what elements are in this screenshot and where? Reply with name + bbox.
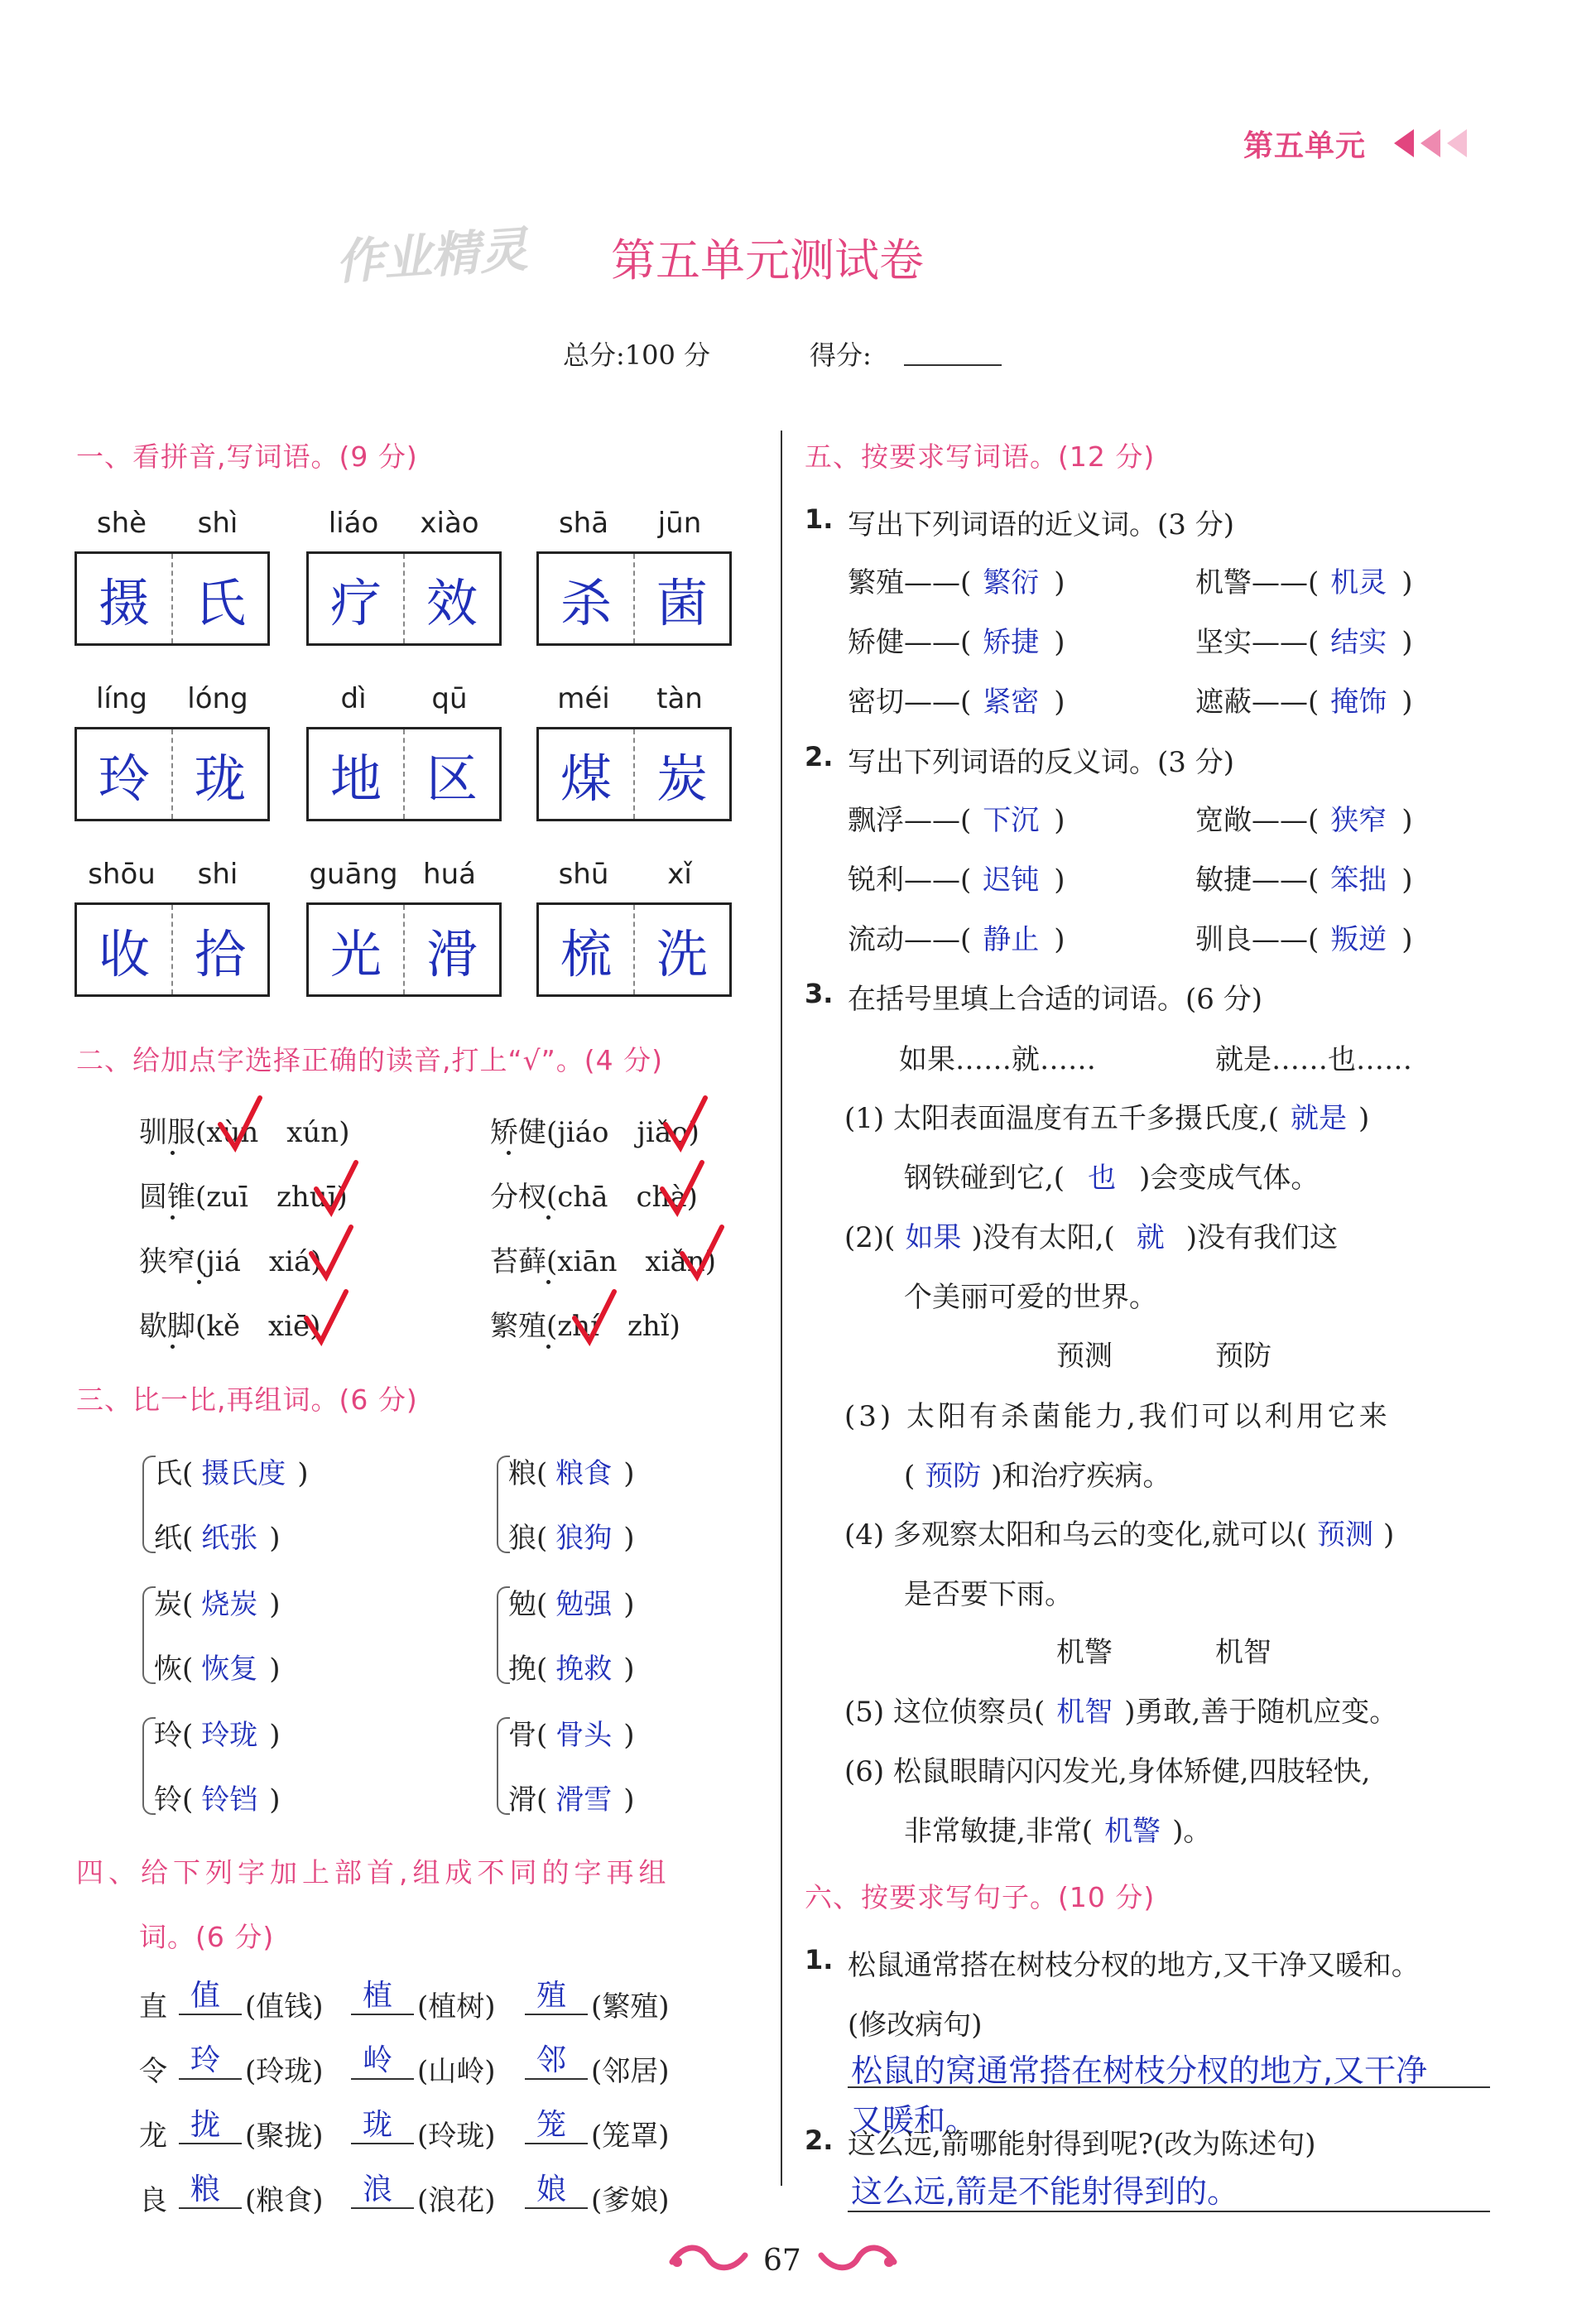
- q3-prompt: 在括号里填上合适的词语。(6 分): [848, 983, 1262, 1016]
- word: 飘浮——(: [848, 804, 972, 837]
- emphasis-dot: [171, 1151, 175, 1155]
- check-mark-icon: [313, 1159, 359, 1217]
- q-number: 2.: [805, 2125, 834, 2156]
- answer[interactable]: 烧炭: [201, 1588, 258, 1621]
- answer[interactable]: 就是: [1291, 1102, 1348, 1135]
- q-number: 3.: [805, 978, 834, 1009]
- char-box[interactable]: [536, 551, 732, 646]
- pinyin-label: xǐ: [667, 858, 692, 891]
- sentence: 是否要下雨。: [904, 1578, 1073, 1611]
- char-cell: 梳: [560, 923, 612, 984]
- emphasis-dot: [546, 1215, 550, 1220]
- bracket: ): [1401, 804, 1413, 837]
- answer[interactable]: 机智: [1056, 1696, 1113, 1729]
- bracket: ): [1054, 686, 1065, 719]
- word: (笼罩): [591, 2120, 670, 2153]
- answer[interactable]: 下沉: [983, 804, 1040, 837]
- page-number: 67: [763, 2244, 801, 2278]
- pinyin-label: jūn: [657, 507, 702, 540]
- reading-item[interactable]: 狭窄(jiá xiá): [139, 1245, 322, 1278]
- answer[interactable]: 松鼠的窝通常搭在树枝分杈的地方,又干净: [851, 2052, 1428, 2089]
- char-cell: 氏: [171, 554, 267, 643]
- q1-prompt: 写出下列词语的近义词。(3 分): [848, 508, 1234, 541]
- char-cell: 区: [403, 729, 499, 819]
- bracket: ): [1401, 686, 1413, 719]
- answer-line: [179, 2143, 242, 2144]
- pinyin-label: lóng: [187, 682, 248, 715]
- q-number: 1.: [805, 1944, 834, 1975]
- word-option: 预测: [1056, 1340, 1113, 1373]
- answer[interactable]: 植: [363, 1979, 393, 2013]
- word: (植树): [417, 1990, 496, 2023]
- compare-row[interactable]: [154, 1581, 281, 1622]
- reading-item[interactable]: 苔藓(xiān xiǎn): [490, 1245, 716, 1278]
- char-box[interactable]: [536, 902, 732, 997]
- compare-row[interactable]: [154, 1712, 281, 1753]
- check-mark-icon: [679, 1224, 725, 1282]
- bracket: ): [623, 1522, 635, 1555]
- emphasis-dot: [171, 1215, 175, 1220]
- word: (山岭): [417, 2055, 496, 2088]
- bracket: ): [1358, 1102, 1370, 1135]
- answer-line: [525, 2078, 588, 2080]
- answer[interactable]: 这么远,箭是不能射得到的。: [851, 2173, 1239, 2210]
- watermark-logo: 作业精灵: [334, 220, 530, 291]
- answer[interactable]: 机灵: [1330, 566, 1387, 599]
- char-label: 滑(: [508, 1783, 548, 1817]
- word: 矫健——(: [848, 626, 972, 659]
- char-label: 铃(: [154, 1783, 194, 1817]
- word: 锐利——(: [848, 864, 972, 897]
- reading-item[interactable]: 驯服(xùn xún): [139, 1116, 350, 1149]
- reading-item[interactable]: 矫健(jiáo jiǎo): [490, 1116, 699, 1149]
- base-char: 直: [139, 1990, 167, 2023]
- pinyin-label: shi: [197, 858, 238, 891]
- sentence: )勇敢,善于随机应变。: [1124, 1696, 1398, 1729]
- answer[interactable]: 岭: [363, 2043, 393, 2077]
- q2-prompt: 写出下列词语的反义词。(3 分): [848, 746, 1234, 779]
- section-3-title: 三、比一比,再组词。(6 分): [76, 1383, 418, 1416]
- emphasis-dot: [171, 1345, 175, 1349]
- answer[interactable]: 结实: [1330, 626, 1387, 659]
- bracket: ): [623, 1457, 635, 1490]
- word: (玲珑): [245, 2055, 324, 2088]
- bracket: ): [1383, 1518, 1395, 1552]
- answer-line: [351, 2207, 414, 2209]
- compare-row[interactable]: [508, 1515, 635, 1556]
- unit-label: 第五单元: [1243, 129, 1367, 163]
- pinyin-label: shè: [96, 507, 147, 540]
- pinyin-label: qū: [431, 682, 468, 715]
- word-pair[interactable]: [848, 797, 1065, 838]
- reading-item[interactable]: 圆锥(zuī zhuī): [139, 1181, 348, 1214]
- word: 敏捷——(: [1195, 864, 1320, 897]
- char-box[interactable]: [75, 551, 270, 646]
- char-label: 玲(: [154, 1719, 194, 1752]
- reading-item[interactable]: 分杈(chā chà): [490, 1181, 698, 1214]
- reading-item[interactable]: 歇脚(kě xiē): [139, 1310, 321, 1343]
- reading-item[interactable]: 繁殖(zhí zhǐ): [490, 1310, 680, 1343]
- word: (值钱): [245, 1990, 324, 2023]
- base-char: 龙: [139, 2120, 167, 2153]
- word: 机警——(: [1195, 566, 1320, 599]
- word-option: 机警: [1056, 1636, 1113, 1669]
- answer[interactable]: 预测: [1317, 1518, 1374, 1552]
- answer[interactable]: 也: [1088, 1162, 1117, 1195]
- answer-line: [179, 2078, 242, 2080]
- page-title: 第五单元测试卷: [611, 234, 924, 286]
- answer[interactable]: 邻: [536, 2043, 567, 2077]
- char-label: 恢(: [154, 1653, 194, 1686]
- compare-row[interactable]: [508, 1581, 635, 1622]
- left-swirl-icon: [667, 2240, 750, 2277]
- word-pair[interactable]: [848, 619, 1065, 660]
- compare-row[interactable]: [154, 1777, 281, 1817]
- compare-row[interactable]: [508, 1646, 635, 1687]
- word-pair[interactable]: [848, 679, 1065, 719]
- answer[interactable]: 狭窄: [1330, 804, 1387, 837]
- compare-row[interactable]: [154, 1646, 281, 1687]
- sentence: (5) 这位侦察员(: [844, 1696, 1046, 1729]
- char-cell: 地: [329, 748, 382, 809]
- word-pair[interactable]: [1195, 917, 1413, 957]
- bracket: ): [1401, 566, 1413, 599]
- sentence: )和治疗疾病。: [991, 1460, 1171, 1493]
- compare-row[interactable]: [508, 1451, 635, 1491]
- word-pair[interactable]: [848, 857, 1065, 897]
- char-cell: 疗: [329, 572, 382, 633]
- char-label: 氏(: [154, 1457, 194, 1490]
- check-mark-icon: [303, 1288, 349, 1346]
- answer[interactable]: 摄氏度: [201, 1457, 286, 1490]
- answer[interactable]: 笼: [536, 2108, 567, 2142]
- answer-line: [351, 2014, 414, 2015]
- bracket: (: [904, 1460, 916, 1493]
- char-cell: 滑: [403, 905, 499, 994]
- pinyin-label: guāng: [309, 858, 398, 891]
- answer-line: [179, 2207, 242, 2209]
- answer-line: [351, 2143, 414, 2144]
- word-option: 预防: [1215, 1340, 1272, 1373]
- word: 坚实——(: [1195, 626, 1320, 659]
- triangle-arrows-icon: [1391, 124, 1482, 162]
- char-label: 狼(: [508, 1522, 548, 1555]
- answer[interactable]: 粮: [190, 2173, 221, 2206]
- char-cell: 光: [329, 923, 382, 984]
- word: 密切——(: [848, 686, 972, 719]
- emphasis-dot: [197, 1280, 201, 1284]
- bracket: ): [297, 1457, 309, 1490]
- word: (繁殖): [591, 1990, 670, 2023]
- word: 宽敞——(: [1195, 804, 1320, 837]
- q-number: 1.: [805, 503, 834, 535]
- check-mark-icon: [217, 1095, 263, 1152]
- char-box[interactable]: [306, 727, 502, 821]
- section-5-title: 五、按要求写词语。(12 分): [805, 440, 1156, 473]
- score-blank[interactable]: [904, 364, 1002, 366]
- bracket: ): [1401, 864, 1413, 897]
- answer[interactable]: 粮食: [555, 1457, 613, 1490]
- answer[interactable]: 值: [190, 1979, 221, 2013]
- base-char: 良: [139, 2184, 167, 2217]
- char-cell: 菌: [633, 554, 729, 643]
- emphasis-dot: [546, 1345, 550, 1349]
- word: (粮食): [245, 2184, 324, 2217]
- sentence: 松鼠通常搭在树枝分杈的地方,又干净又暖和。: [848, 1949, 1420, 1982]
- pinyin-label: shōu: [88, 858, 156, 891]
- section-1-title: 一、看拼音,写词语。(9 分): [76, 440, 418, 473]
- check-mark-icon: [662, 1095, 709, 1152]
- char-cell: 摄: [98, 572, 150, 633]
- sentence: (3) 太阳有杀菌能力,我们可以利用它来: [844, 1400, 1391, 1433]
- answer[interactable]: 就: [1136, 1221, 1165, 1254]
- score-label: 得分:: [810, 339, 872, 371]
- check-mark-icon: [571, 1288, 618, 1346]
- answer[interactable]: 迟钝: [983, 864, 1040, 897]
- char-box[interactable]: [536, 727, 732, 821]
- check-mark-icon: [308, 1224, 354, 1282]
- answer[interactable]: 勉强: [555, 1588, 613, 1621]
- answer[interactable]: 如果: [905, 1221, 962, 1254]
- sentence: 这么远,箭哪能射得到呢?(改为陈述句): [848, 2128, 1316, 2161]
- answer[interactable]: 叛逆: [1330, 923, 1387, 956]
- answer[interactable]: 掩饰: [1330, 686, 1387, 719]
- bracket: ): [623, 1653, 635, 1686]
- word: 遮蔽——(: [1195, 686, 1320, 719]
- compare-row[interactable]: [508, 1712, 635, 1753]
- answer[interactable]: 铃铛: [201, 1783, 258, 1817]
- bracket: ): [269, 1719, 281, 1752]
- bracket: ): [1401, 626, 1413, 659]
- section-4-title-cont: 词。(6 分): [139, 1921, 275, 1953]
- pinyin-label: shā: [558, 507, 609, 540]
- char-cell: 收: [98, 923, 150, 984]
- bracket: ): [269, 1783, 281, 1817]
- answer[interactable]: 繁衍: [983, 566, 1040, 599]
- pinyin-label: shì: [197, 507, 238, 540]
- sentence: 钢铁碰到它,(: [904, 1162, 1065, 1195]
- answer[interactable]: 静止: [983, 923, 1040, 956]
- char-box[interactable]: [306, 551, 502, 646]
- section-2-title: 二、给加点字选择正确的读音,打上“√”。(4 分): [76, 1044, 663, 1076]
- answer[interactable]: 矫捷: [983, 626, 1040, 659]
- sentence: (4) 多观察太阳和乌云的变化,就可以(: [844, 1518, 1308, 1552]
- answer[interactable]: 浪: [363, 2173, 393, 2206]
- pinyin-label: liáo: [328, 507, 379, 540]
- char-cell: 杀: [560, 572, 612, 633]
- bracket: ): [623, 1783, 635, 1817]
- pinyin-label: tàn: [656, 682, 703, 715]
- char-label: 骨(: [508, 1719, 548, 1752]
- char-box[interactable]: [75, 727, 270, 821]
- pinyin-label: xiào: [420, 507, 479, 540]
- bracket: ): [1054, 804, 1065, 837]
- requirement: (修改病句): [848, 2009, 983, 2042]
- char-cell: 炭: [633, 729, 729, 819]
- answer[interactable]: 又暖和。: [851, 2102, 978, 2139]
- answer[interactable]: 纸张: [201, 1522, 258, 1555]
- word: (爹娘): [591, 2184, 670, 2217]
- emphasis-dot: [507, 1151, 511, 1155]
- char-label: 勉(: [508, 1588, 548, 1621]
- answer[interactable]: 玲珑: [201, 1719, 258, 1752]
- bracket: ): [1054, 626, 1065, 659]
- sentence: 非常敏捷,非常(: [904, 1815, 1094, 1848]
- answer[interactable]: 珑: [363, 2108, 393, 2142]
- compare-row[interactable]: [154, 1515, 281, 1556]
- pinyin-label: shū: [558, 858, 609, 891]
- word: (邻居): [591, 2055, 670, 2088]
- bracket: ): [1054, 864, 1065, 897]
- bracket: ): [269, 1653, 281, 1686]
- answer[interactable]: 拢: [190, 2108, 221, 2142]
- bracket: ): [1054, 566, 1065, 599]
- pinyin-label: huá: [423, 858, 476, 891]
- answer[interactable]: 机警: [1104, 1815, 1161, 1848]
- word: 繁殖——(: [848, 566, 972, 599]
- word-option: 如果……就……: [899, 1043, 1096, 1076]
- word: (聚拢): [245, 2120, 324, 2153]
- word-option: 就是……也……: [1215, 1043, 1412, 1076]
- pinyin-label: dì: [340, 682, 367, 715]
- bracket: ): [623, 1719, 635, 1752]
- char-cell: 珑: [171, 729, 267, 819]
- sentence: (1) 太阳表面温度有五千多摄氏度,(: [844, 1102, 1280, 1135]
- answer-line: [179, 2014, 242, 2015]
- char-box[interactable]: [306, 902, 502, 997]
- section-4-title: 四、给下列字加上部首,组成不同的字再组: [76, 1856, 671, 1889]
- char-cell: 煤: [560, 748, 612, 809]
- word: (玲珑): [417, 2120, 496, 2153]
- answer[interactable]: 狼狗: [555, 1522, 613, 1555]
- word-pair[interactable]: [1195, 857, 1413, 897]
- word-option: 机智: [1215, 1636, 1272, 1669]
- word-pair[interactable]: [1195, 560, 1413, 600]
- answer[interactable]: 紧密: [983, 686, 1040, 719]
- answer[interactable]: 玲: [190, 2043, 221, 2077]
- section-6-title: 六、按要求写句子。(10 分): [805, 1881, 1156, 1913]
- word-pair[interactable]: [1195, 797, 1413, 838]
- answer[interactable]: 殖: [536, 1979, 567, 2013]
- sentence: )没有我们这: [1185, 1221, 1339, 1254]
- answer[interactable]: 骨头: [555, 1719, 613, 1752]
- sentence: (6) 松鼠眼睛闪闪发光,身体矫健,四肢轻快,: [844, 1755, 1371, 1788]
- sentence: 个美丽可爱的世界。: [904, 1281, 1157, 1314]
- char-label: 挽(: [508, 1653, 548, 1686]
- pinyin-label: méi: [557, 682, 610, 715]
- answer[interactable]: 滑雪: [555, 1783, 613, 1817]
- bracket: ): [1401, 923, 1413, 956]
- char-label: 粮(: [508, 1457, 548, 1490]
- word-pair[interactable]: [848, 560, 1065, 600]
- answer[interactable]: 挽救: [555, 1653, 613, 1686]
- check-mark-icon: [659, 1159, 705, 1217]
- bracket: ): [269, 1588, 281, 1621]
- right-swirl-icon: [816, 2240, 899, 2277]
- sentence: )。: [1172, 1815, 1212, 1848]
- answer-line: [351, 2078, 414, 2080]
- word-pair[interactable]: [1195, 679, 1413, 719]
- sentence: (2)(: [844, 1221, 896, 1254]
- sentence: )会变成气体。: [1139, 1162, 1320, 1195]
- bracket: ): [269, 1522, 281, 1555]
- answer[interactable]: 笨拙: [1330, 864, 1387, 897]
- pinyin-label: líng: [95, 682, 148, 715]
- word: 驯良——(: [1195, 923, 1320, 956]
- answer[interactable]: 预防: [925, 1460, 982, 1493]
- total-score: 总分:100 分: [563, 339, 711, 371]
- compare-row[interactable]: [508, 1777, 635, 1817]
- answer-line: [525, 2207, 588, 2209]
- compare-row[interactable]: [154, 1451, 309, 1491]
- answer-line: [525, 2014, 588, 2015]
- char-cell: 玲: [98, 748, 150, 809]
- sentence: )没有太阳,(: [971, 1221, 1115, 1254]
- answer[interactable]: 恢复: [201, 1653, 258, 1686]
- word: 流动——(: [848, 923, 972, 956]
- q-number: 2.: [805, 741, 834, 772]
- char-cell: 效: [403, 554, 499, 643]
- char-label: 纸(: [154, 1522, 194, 1555]
- bracket: ): [623, 1588, 635, 1621]
- word-pair[interactable]: [1195, 619, 1413, 660]
- char-box[interactable]: [75, 902, 270, 997]
- char-cell: 洗: [633, 905, 729, 994]
- answer[interactable]: 娘: [536, 2173, 567, 2206]
- column-divider: [781, 431, 782, 2186]
- answer-line: [848, 2086, 1490, 2088]
- word: (浪花): [417, 2184, 496, 2217]
- base-char: 令: [139, 2055, 167, 2088]
- emphasis-dot: [546, 1280, 550, 1284]
- bracket: ): [1054, 923, 1065, 956]
- answer-line: [848, 2211, 1490, 2212]
- char-cell: 拾: [171, 905, 267, 994]
- char-label: 炭(: [154, 1588, 194, 1621]
- word-pair[interactable]: [848, 917, 1065, 957]
- answer-line: [525, 2143, 588, 2144]
